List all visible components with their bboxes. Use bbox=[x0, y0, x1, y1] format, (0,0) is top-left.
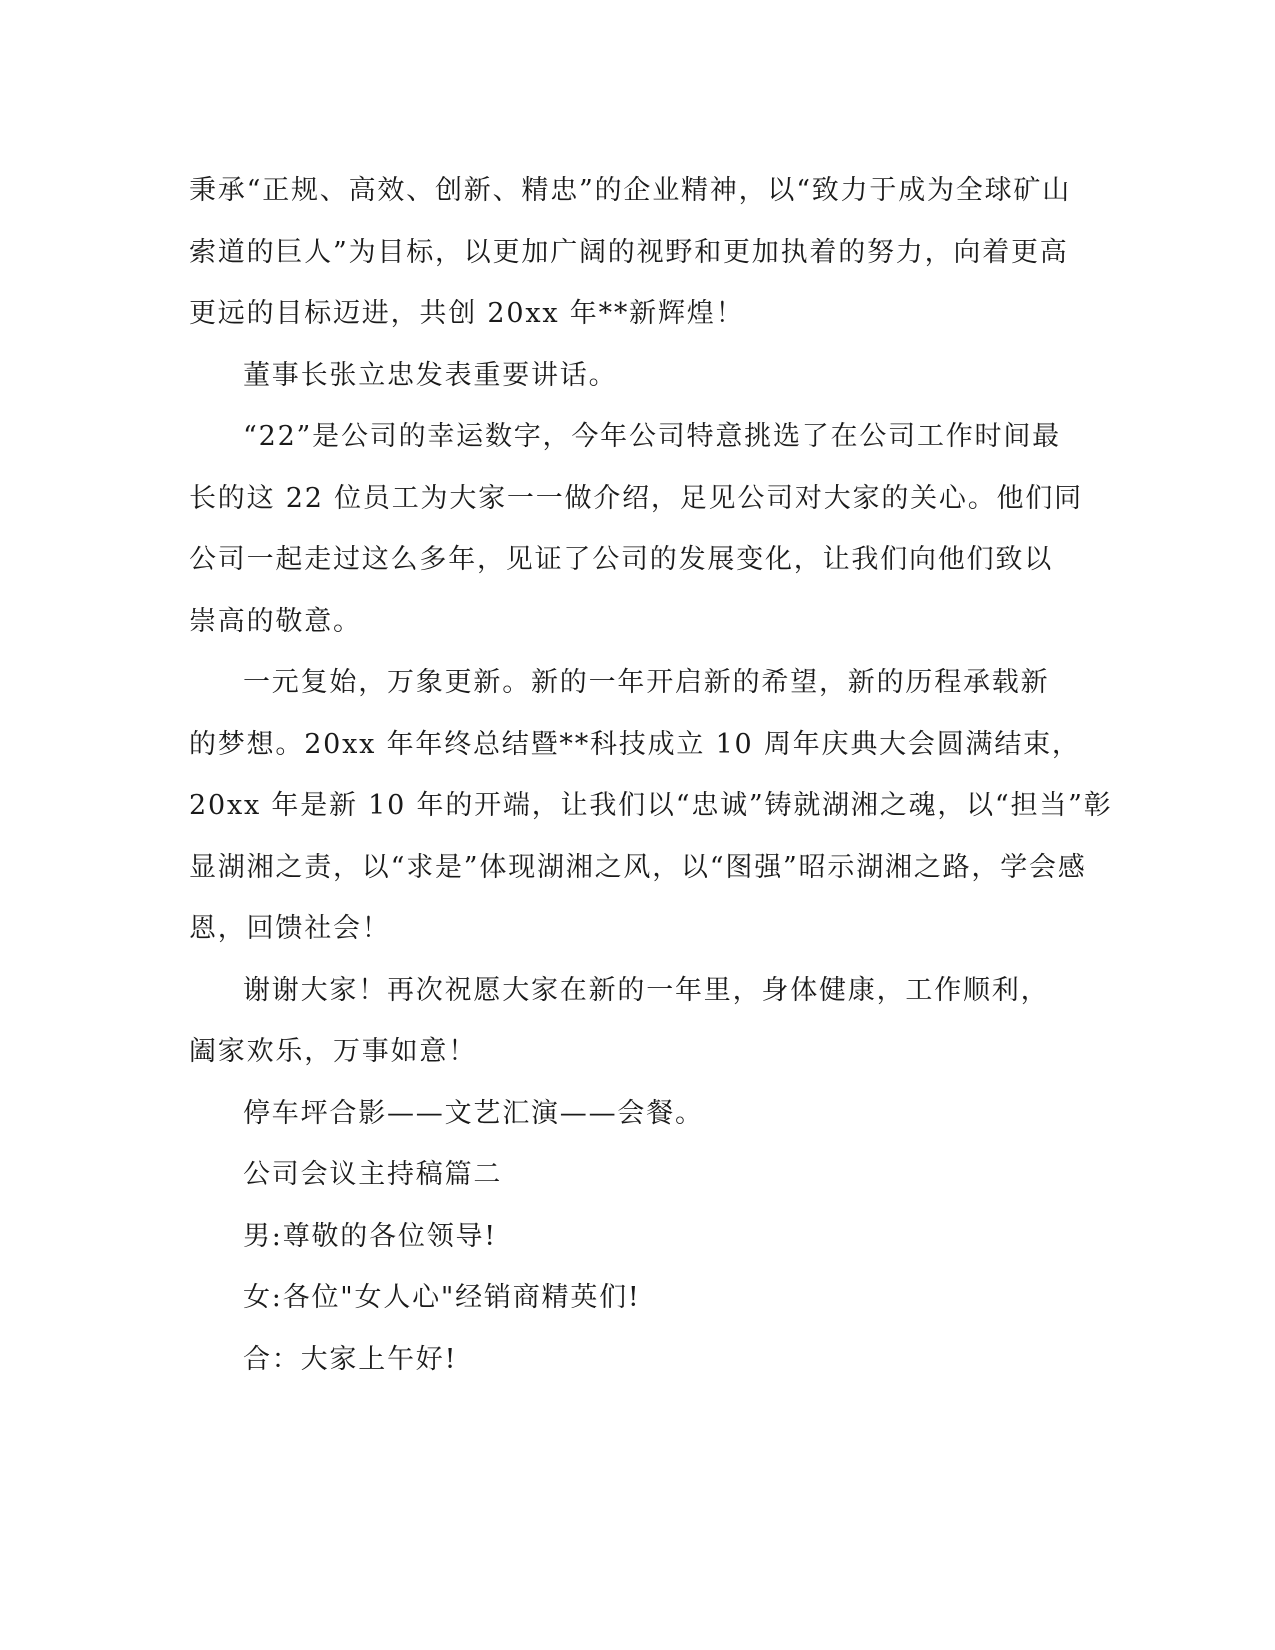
text-line: 更远的目标迈进，共创 20xx 年**新辉煌！ bbox=[189, 298, 745, 329]
document-body bbox=[189, 160, 1113, 1390]
text-line: 显湖湘之责，以“求是”体现湖湘之风，以“图强”昭示湖湘之路，学会感 bbox=[189, 851, 1087, 883]
paragraph-together bbox=[189, 1329, 1069, 1391]
text-line: 一元复始，万象更新。新的一年开启新的希望，新的历程承载新 bbox=[243, 667, 1050, 698]
text-line: 董事长张立忠发表重要讲话。 bbox=[243, 359, 618, 391]
paragraph-2 bbox=[189, 345, 1069, 407]
text-line: 停车坪合影——文艺汇演——会餐。 bbox=[243, 1097, 704, 1129]
section-heading bbox=[189, 1144, 1069, 1206]
text-line: 女:各位"女人心"经销商精英们! bbox=[243, 1282, 641, 1313]
text-line: “22”是公司的幸运数字，今年公司特意挑选了在公司工作时间最 bbox=[243, 421, 1061, 452]
text-line: 秉承“正规、高效、创新、精忠”的企业精神，以“致力于成为全球矿山 bbox=[189, 175, 1072, 206]
text-line: 索道的巨人”为目标，以更加广阔的视野和更加执着的努力，向着更高 bbox=[189, 236, 1069, 268]
text-line: 的梦想。20xx 年年终总结暨**科技成立 10 周年庆典大会圆满结束， bbox=[189, 728, 1081, 760]
text-line: 公司会议主持稿篇二 bbox=[243, 1159, 503, 1190]
text-line: 阖家欢乐，万事如意！ bbox=[189, 1036, 477, 1067]
text-line: 20xx 年是新 10 年的开端，让我们以“忠诚”铸就湖湘之魂，以“担当”彰 bbox=[189, 790, 1113, 821]
text-line: 合：大家上午好! bbox=[243, 1343, 458, 1375]
text-line: 崇高的敬意。 bbox=[189, 605, 362, 637]
text-line: 公司一起走过这么多年，见证了公司的发展变化，让我们向他们致以 bbox=[189, 544, 1053, 575]
text-line: 谢谢大家！再次祝愿大家在新的一年里，身体健康，工作顺利， bbox=[243, 974, 1050, 1006]
text-line: 男:尊敬的各位领导! bbox=[243, 1220, 497, 1252]
paragraph-3 bbox=[189, 406, 1083, 652]
paragraph-5 bbox=[189, 960, 1069, 1083]
paragraph-male-host bbox=[189, 1206, 1069, 1268]
paragraph-6 bbox=[189, 1083, 1069, 1145]
paragraph-female-host bbox=[189, 1267, 1069, 1329]
paragraph-4 bbox=[189, 652, 1113, 960]
text-line: 长的这 22 位员工为大家一一做介绍，足见公司对大家的关心。他们同 bbox=[189, 482, 1083, 514]
text-line: 恩，回馈社会！ bbox=[189, 913, 391, 944]
paragraph-1 bbox=[189, 160, 1072, 345]
